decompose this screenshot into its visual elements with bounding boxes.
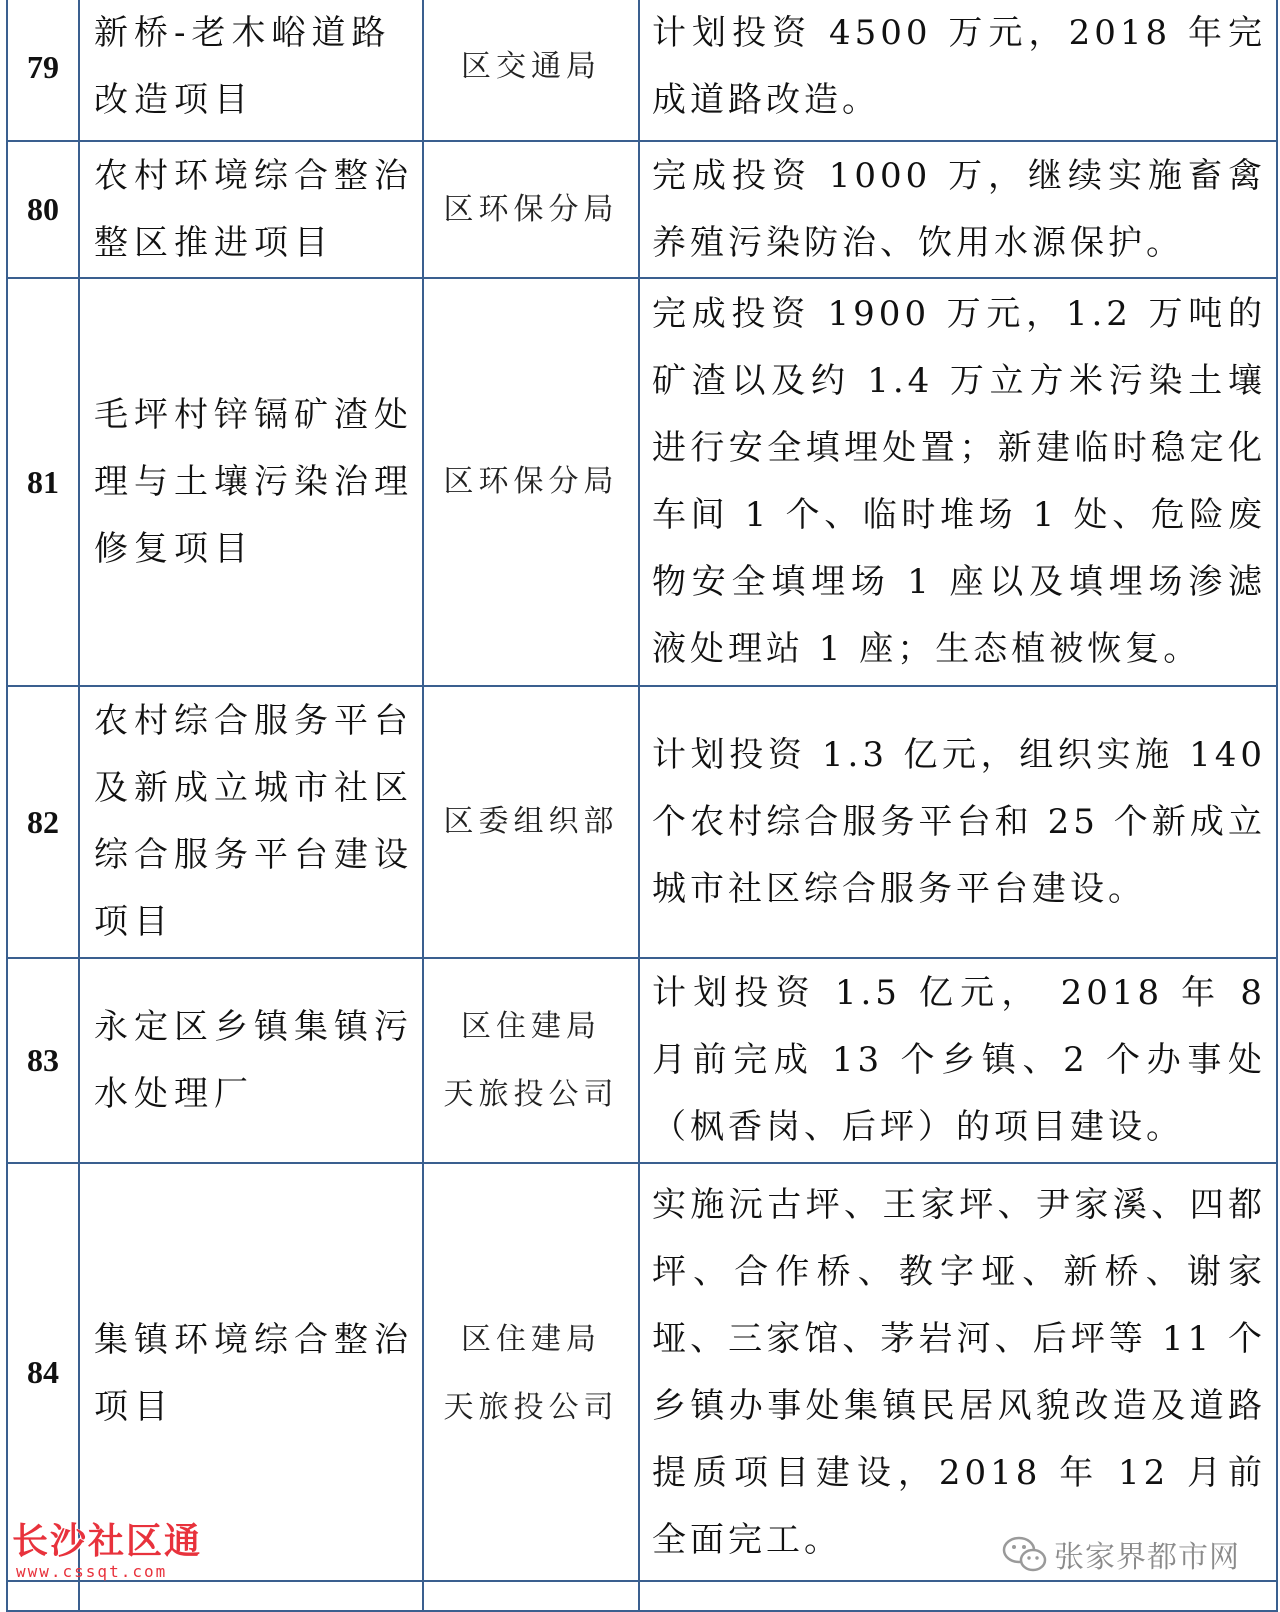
responsible-department — [423, 0, 639, 141]
row-number: 81 — [7, 278, 79, 686]
row-number: 79 — [7, 0, 79, 141]
department-line: 区环保分局 — [443, 464, 619, 499]
responsible-department — [423, 958, 639, 1163]
project-description: 计划投资 4500 万元，2018 年完成道路改造。 — [639, 0, 1277, 141]
project-description: 计划投资 1.3 亿元，组织实施 140 个农村综合服务平台和 25 个新成立城市社区综合服务平台建设。 — [639, 686, 1277, 958]
row-number: 80 — [7, 141, 79, 278]
empty-cell — [423, 1581, 639, 1611]
responsible-department — [423, 1163, 639, 1581]
project-name: 新桥-老木峪道路改造项目 — [79, 0, 423, 141]
table-row — [7, 686, 1277, 958]
department-line: 区环保分局 — [443, 191, 619, 227]
watermark-account-name: 张家界都市网 — [1054, 1540, 1240, 1575]
row-number: 83 — [7, 958, 79, 1163]
department-line: 天旅投公司 — [443, 1390, 619, 1425]
project-name: 农村环境综合整治整区推进项目 — [79, 141, 423, 278]
project-description: 完成投资 1900 万元，1.2 万吨的矿渣以及约 1.4 万立方米污染土壤进行安全填埋处置；新建临时稳定化车间 1 个、临时堆场 1 处、危险废物安全填埋场 1 座以及填埋场渗滤液处理站 1 座；生态植被恢复。 — [639, 278, 1277, 686]
table-row — [7, 141, 1277, 278]
row-number: 84 — [7, 1163, 79, 1581]
department-line: 区交通局 — [461, 49, 601, 84]
table-row — [7, 278, 1277, 686]
project-description: 计划投资 1.5 亿元， 2018 年 8 月前完成 13 个乡镇、2 个办事处（枫香岗、后坪）的项目建设。 — [639, 958, 1277, 1163]
department-line: 区住建局 — [461, 1008, 601, 1044]
responsible-department — [423, 278, 639, 686]
table-row — [7, 0, 1277, 141]
project-name: 农村综合服务平台及新成立城市社区综合服务平台建设项目 — [79, 686, 423, 958]
project-name: 毛坪村锌镉矿渣处理与土壤污染治理修复项目 — [79, 278, 423, 686]
responsible-department — [423, 686, 639, 958]
watermark-account — [1002, 1530, 1240, 1578]
department-line: 天旅投公司 — [443, 1076, 619, 1112]
row-number: 82 — [7, 686, 79, 958]
responsible-department — [423, 141, 639, 278]
department-line: 区委组织部 — [443, 804, 619, 839]
table-row — [7, 958, 1277, 1163]
wechat-icon — [1002, 1534, 1048, 1574]
project-name: 永定区乡镇集镇污水处理厂 — [79, 958, 423, 1163]
project-table — [6, 0, 1278, 1612]
project-description: 完成投资 1000 万，继续实施畜禽养殖污染防治、饮用水源保护。 — [639, 141, 1277, 278]
project-name: 集镇环境综合整治项目 — [79, 1163, 423, 1581]
project-description: 实施沅古坪、王家坪、尹家溪、四都坪、合作桥、教字垭、新桥、谢家垭、三家馆、茅岩河、后坪等 11 个乡镇办事处集镇民居风貌改造及道路提质项目建设，2018 年 12 月前全面完工。 — [639, 1163, 1277, 1581]
watermark-url: www.cssqt.com — [16, 1562, 168, 1581]
empty-cell — [639, 1581, 1277, 1611]
watermark-title: 长沙社区通 — [12, 1521, 203, 1562]
department-line: 区住建局 — [461, 1322, 601, 1357]
watermark-cssqt — [12, 1522, 222, 1594]
table-row — [7, 1163, 1277, 1581]
